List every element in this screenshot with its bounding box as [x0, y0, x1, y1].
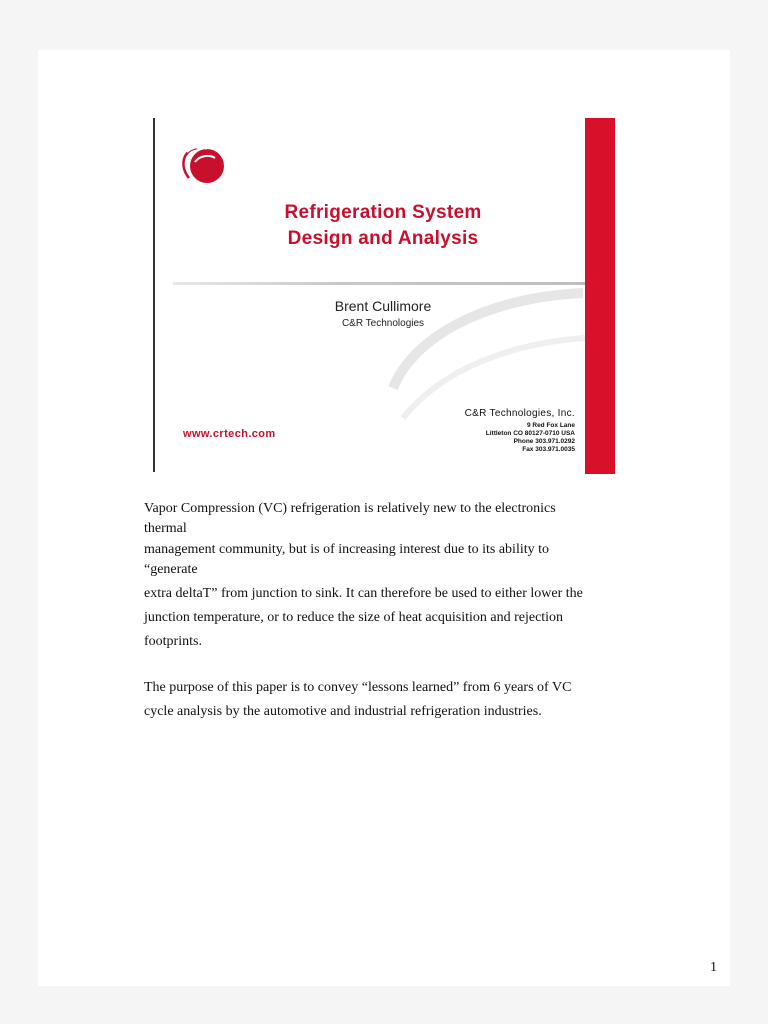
slide-website: www.crtech.com	[183, 428, 276, 440]
text-line: “generate	[144, 562, 198, 577]
paragraph-2	[144, 676, 624, 724]
text-line: Vapor Compression (VC) refrigeration is relatively new to the electronics	[144, 501, 556, 516]
title-slide-image	[153, 118, 615, 474]
text-line: thermal	[144, 521, 187, 536]
page-number: 1	[710, 960, 717, 975]
slide-company-block	[465, 408, 575, 454]
text-line: footprints.	[144, 634, 202, 649]
slide-company-name: C&R Technologies, Inc.	[464, 408, 575, 419]
text-line: junction temperature, or to reduce the size of heat acquisition and rejection	[144, 610, 564, 625]
slide-author: Brent Cullimore	[334, 298, 432, 314]
slide-author-org: C&R Technologies	[341, 318, 425, 329]
text-line: management community, but is of increasing interest due to its ability to	[144, 542, 550, 557]
slide-address-line: Phone 303.971.0292	[513, 438, 575, 445]
slide-address-line: Littleton CO 80127-0710 USA	[485, 430, 575, 437]
text-line: extra deltaT” from junction to sink. It can therefore be used to either lower the	[144, 586, 583, 601]
slide-title-line-2: Design and Analysis	[287, 228, 479, 249]
body-text	[144, 500, 624, 724]
paragraph-1	[144, 500, 624, 654]
slide-divider	[173, 282, 585, 285]
cr-technologies-logo-icon	[173, 140, 229, 190]
slide-title	[193, 200, 573, 252]
slide-title-line-1: Refrigeration System	[284, 202, 482, 223]
slide-red-band	[585, 118, 615, 474]
slide-address-line: Fax 303.971.0035	[522, 446, 575, 453]
slide-address-line: 9 Red Fox Lane	[526, 422, 575, 429]
text-line: cycle analysis by the automotive and industrial refrigeration industries.	[144, 704, 542, 719]
text-line: The purpose of this paper is to convey “lessons learned” from 6 years of VC	[144, 680, 572, 695]
